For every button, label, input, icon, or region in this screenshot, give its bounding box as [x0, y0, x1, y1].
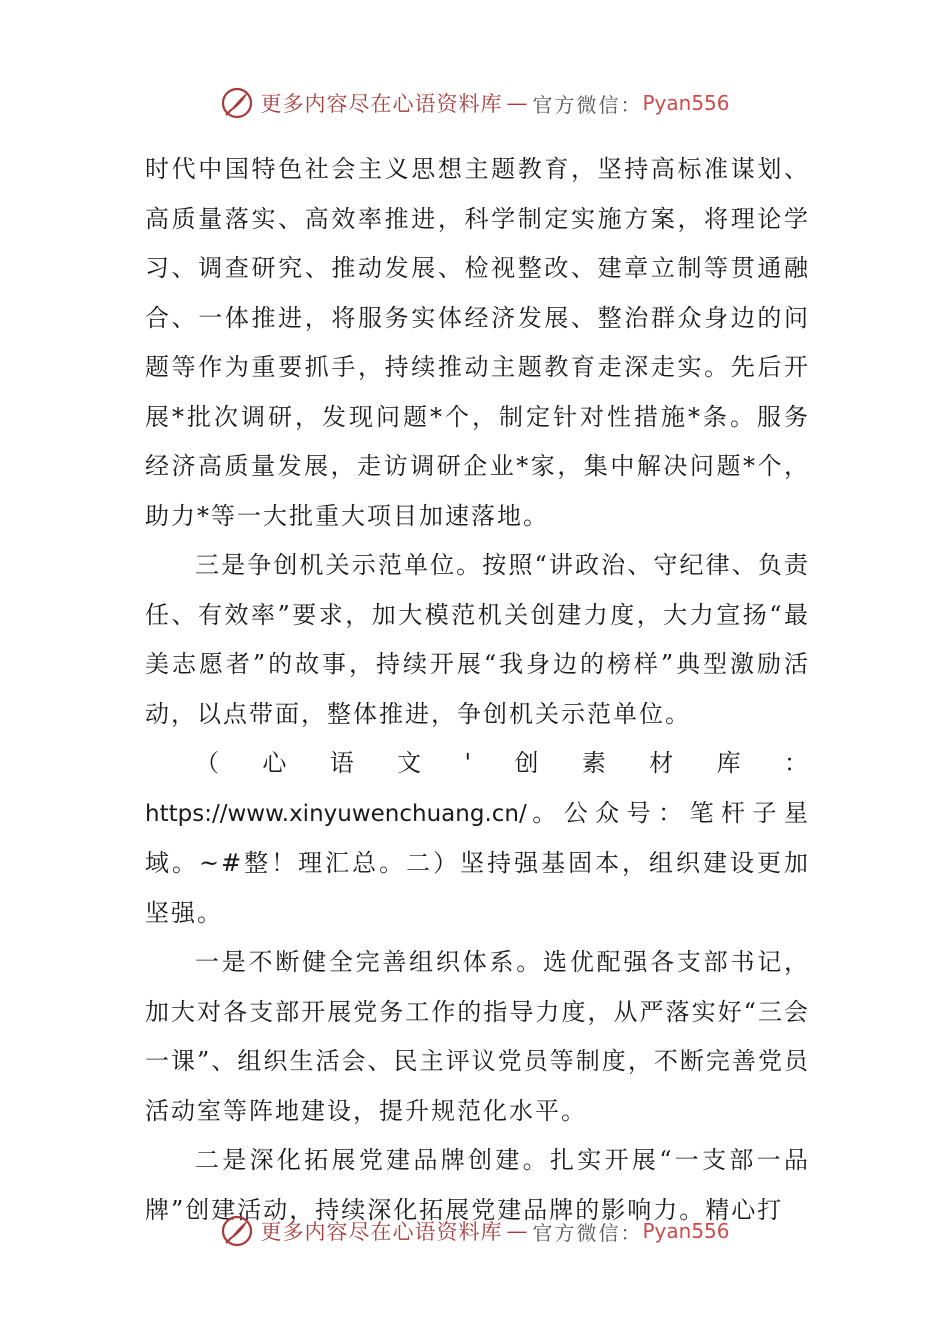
feather-pen-logo-icon	[220, 1214, 254, 1248]
paragraph-prefix: （心语文'创素材库：	[195, 749, 810, 777]
promo-text: 更多内容尽在心语资料库	[260, 92, 503, 116]
paragraph: 一是不断健全完善组织体系。选优配强各支部书记，加大对各支部开展党务工作的指导力度，从严落实好“三会一课”、组织生活会、民主评议党员等制度，不断完善党员活动室等阵地建设，提升规范化水平。	[145, 948, 810, 1125]
paragraph-with-link	[145, 739, 810, 938]
feather-pen-logo-icon	[220, 86, 254, 120]
document-body	[145, 145, 810, 1235]
official-label: 官方微信：	[532, 92, 643, 117]
promo-text: 更多内容尽在心语资料库	[260, 1220, 503, 1244]
banner-separator: —	[506, 91, 529, 115]
website-link[interactable]: https://www.xinyuwenchuang.cn/	[145, 800, 527, 827]
paragraph: 二是深化拓展党建品牌创建。扎实开展“一支部一品牌”创建活动，持续深化拓展党建品牌的影响力。精心打	[145, 1146, 810, 1224]
banner-separator: —	[506, 1219, 529, 1243]
paragraph: 时代中国特色社会主义思想主题教育，坚持高标准谋划、高质量落实、高效率推进，科学制定实施方案，将理论学习、调查研究、推动发展、检视整改、建章立制等贯通融合、一体推进，将服务实体经济发展、整治群众身边的问题等作为重要抓手，持续推动主题教育走深走实。先后开展*批次调研，发现问题*个，制定针对性措施*条。服务经济高质量发展，走访调研企业*家，集中解决问题*个，助力*等一大批重大项目加速落地。	[145, 155, 810, 530]
paragraph: 三是争创机关示范单位。按照“讲政治、守纪律、负责任、有效率”要求，加大模范机关创建力度，大力宣扬“最美志愿者”的故事，持续开展“我身边的榜样”典型激励活动，以点带面，整体推进，争创机关示范单位。	[145, 551, 810, 728]
wechat-id: Pyan556	[642, 1219, 730, 1243]
official-label: 官方微信：	[532, 1220, 643, 1245]
footer-banner	[0, 1211, 950, 1251]
header-banner	[0, 83, 950, 123]
paragraph-suffix: 。公众号：笔杆子星域。~#整！理汇总。二）坚持强基固本，组织建设更加坚强。	[145, 798, 810, 927]
wechat-id: Pyan556	[642, 91, 730, 115]
